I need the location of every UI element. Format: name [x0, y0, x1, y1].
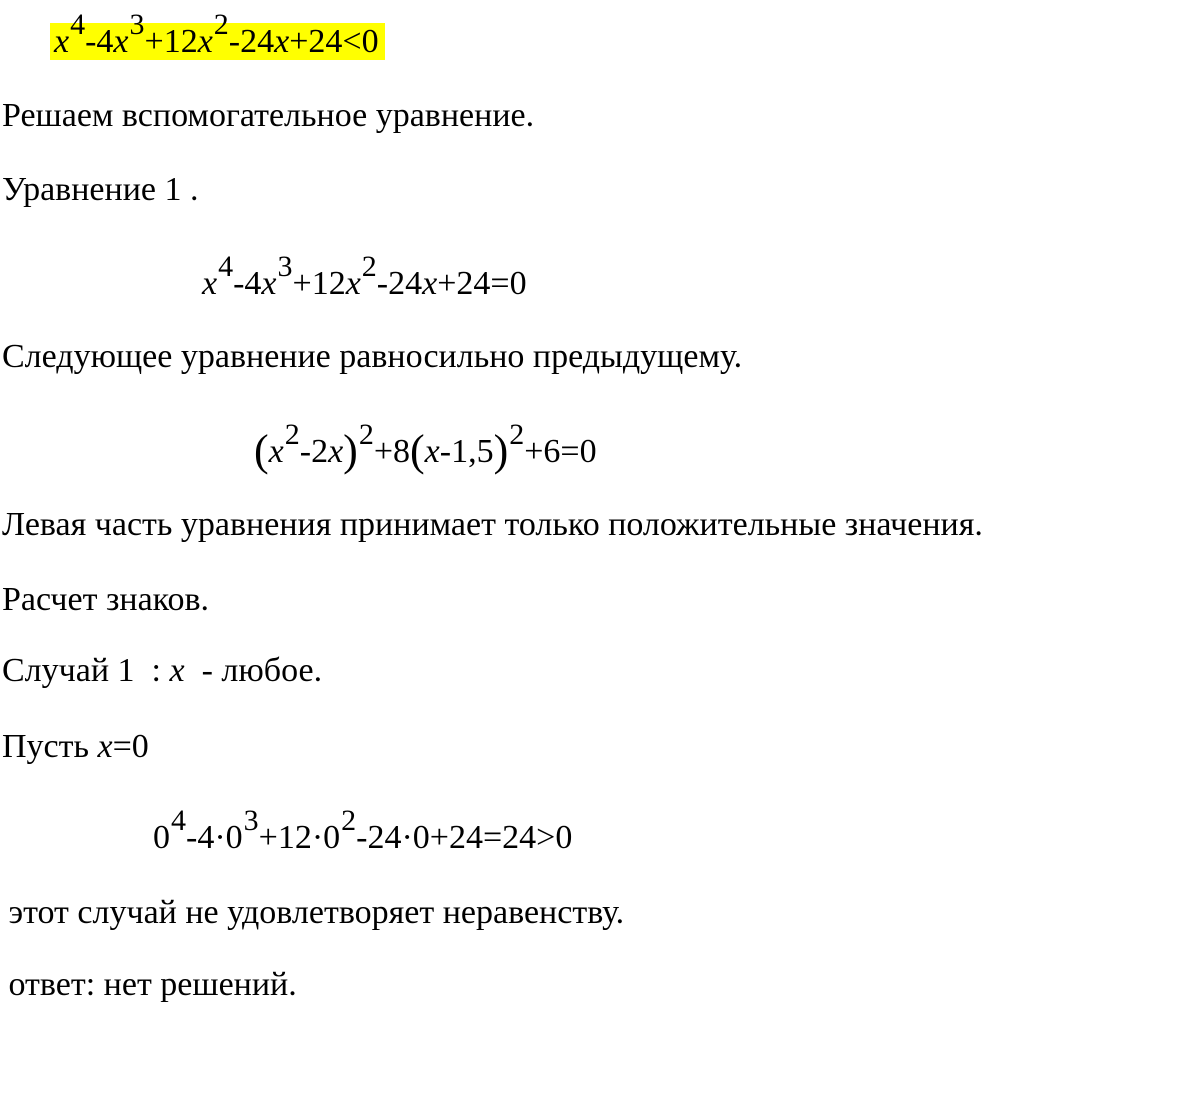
exponent: 2	[509, 418, 525, 451]
exponent: 3	[243, 804, 259, 837]
term: +6=0	[524, 433, 597, 470]
signs-text: Расчет знаков.	[2, 581, 210, 618]
term: -4·0	[186, 819, 243, 856]
var-x: x	[97, 728, 113, 765]
inequality	[50, 8, 385, 63]
equation-2	[254, 418, 597, 475]
term: -2	[299, 433, 329, 470]
let-x-text	[2, 727, 149, 767]
term: +24=0	[437, 265, 527, 302]
right-paren: )	[493, 426, 509, 475]
term: +24<0	[289, 23, 379, 60]
var-x: x	[328, 433, 344, 470]
var-x: x	[268, 433, 284, 470]
not-satisfy-text: этот случай не удовлетворяет неравенству.	[0, 894, 625, 931]
case-1-desc: - любое.	[184, 652, 323, 689]
var-x: x	[169, 652, 185, 689]
term: +12·0	[258, 819, 341, 856]
substitution	[153, 804, 573, 859]
exponent: 2	[284, 418, 300, 451]
inequality-highlight	[50, 8, 385, 60]
exponent: 3	[129, 8, 145, 41]
var-x: x	[274, 23, 290, 60]
case-1-label: Случай 1 :	[2, 652, 170, 689]
var-x: x	[113, 23, 129, 60]
positive-values-text: Левая часть уравнения принимает только положительные значения.	[2, 506, 983, 543]
term: -4	[233, 265, 262, 302]
term: +8	[373, 433, 411, 470]
equivalent-text: Следующее уравнение равносильно предыдущему.	[2, 338, 743, 375]
left-paren: (	[254, 426, 269, 475]
exponent: 4	[218, 250, 234, 283]
term: +12	[144, 23, 198, 60]
answer-text: ответ: нет решений.	[0, 966, 297, 1003]
let-value: =0	[112, 728, 149, 765]
term: +12	[292, 265, 346, 302]
exponent: 2	[361, 250, 377, 283]
exponent: 4	[70, 8, 86, 41]
let-label: Пусть	[2, 728, 98, 765]
term: -1,5	[439, 433, 494, 470]
exponent: 2	[213, 8, 229, 41]
var-x: x	[202, 265, 218, 302]
equation-1	[202, 250, 527, 305]
term: -24	[376, 265, 423, 302]
exponent: 2	[358, 418, 374, 451]
var-x: x	[54, 23, 70, 60]
term: -24	[228, 23, 275, 60]
var-x: x	[424, 433, 440, 470]
term: -4	[85, 23, 114, 60]
var-x: x	[197, 23, 213, 60]
right-paren: )	[343, 426, 358, 475]
var-x: x	[422, 265, 438, 302]
exponent: 2	[341, 804, 357, 837]
aux-equation-text: Решаем вспомогательное уравнение.	[2, 97, 535, 134]
case-1-text	[2, 651, 322, 691]
exponent: 4	[171, 804, 186, 837]
term: 0	[153, 819, 170, 856]
exponent: 3	[277, 250, 293, 283]
var-x: x	[261, 265, 277, 302]
equation-1-label: Уравнение 1 .	[2, 171, 199, 208]
left-paren: (	[410, 426, 425, 475]
term: -24·0+24=24>0	[356, 819, 573, 856]
var-x: x	[345, 265, 361, 302]
